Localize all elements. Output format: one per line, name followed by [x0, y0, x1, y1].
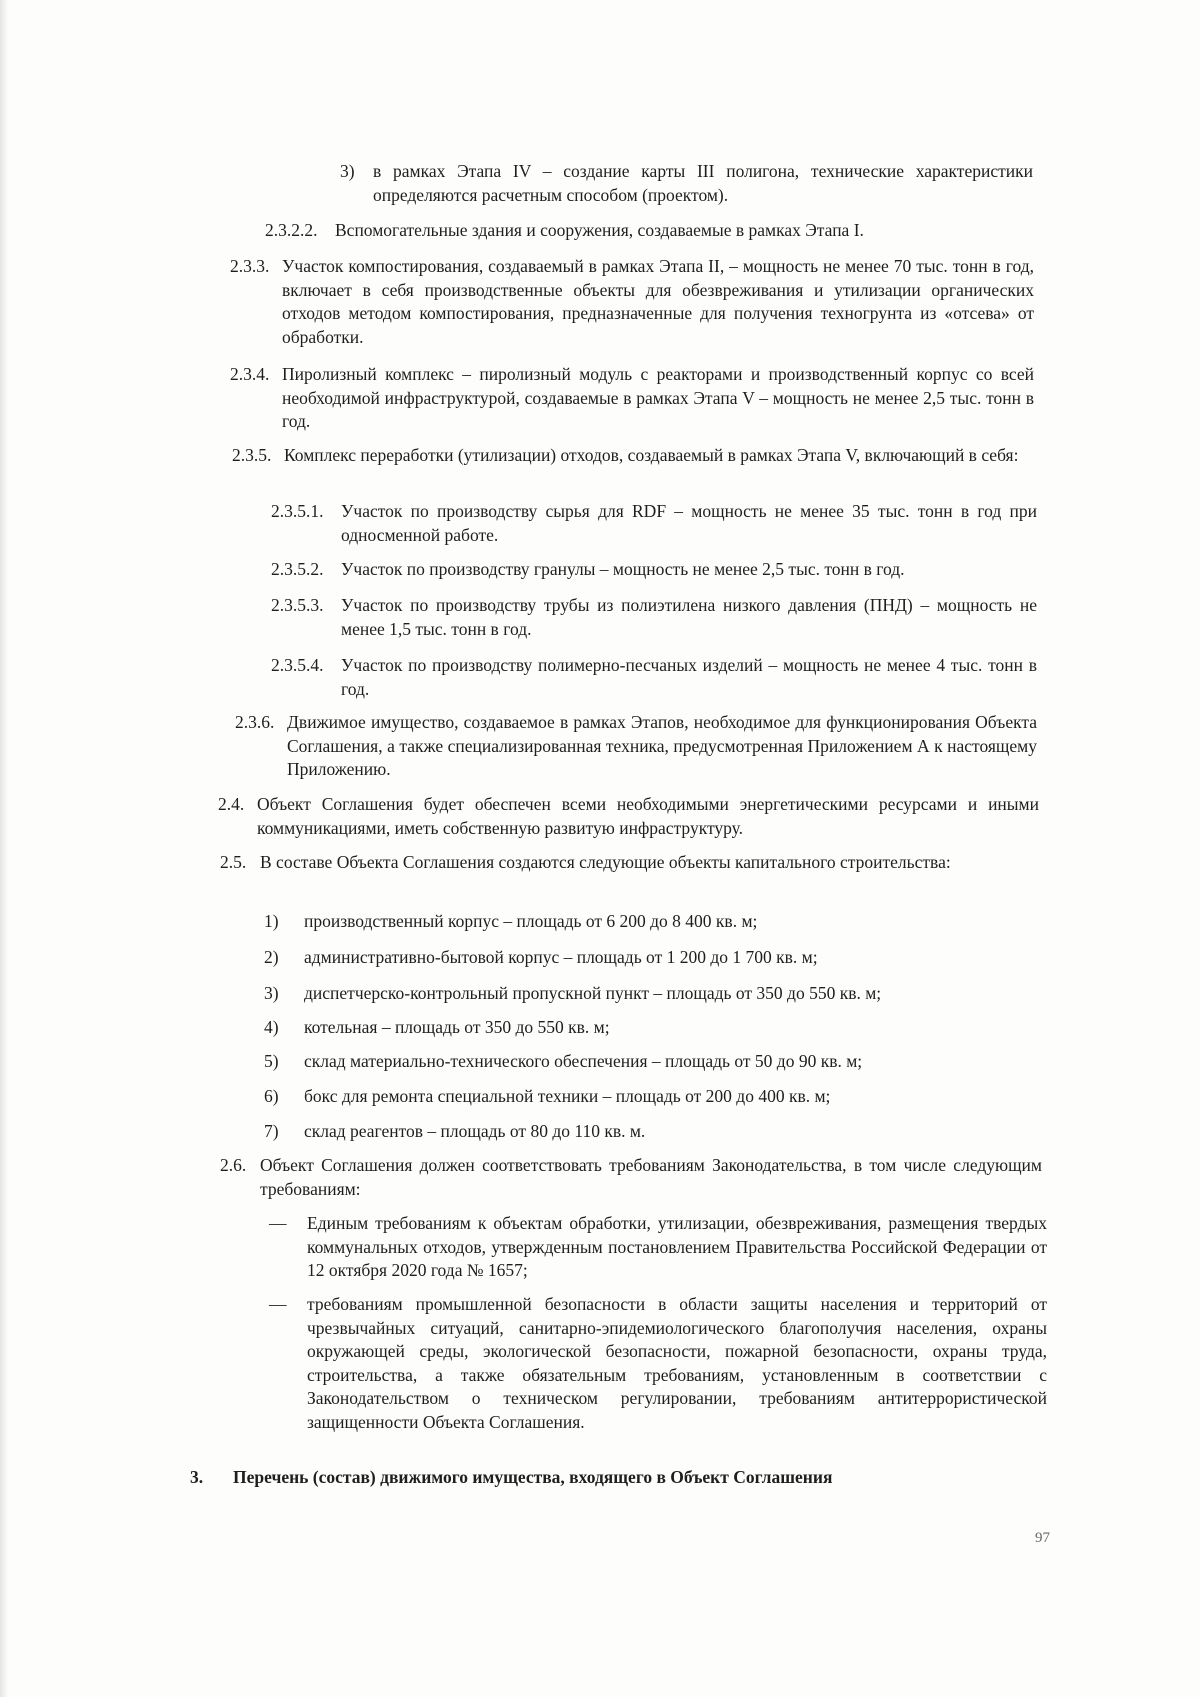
item-text: Объект Соглашения будет обеспечен всеми необходимыми энергетическими ресурсами и иными коммуникациями, иметь собственную развитую инфраструктуру.	[257, 794, 1039, 838]
item-text: диспетчерско-контрольный пропускной пункт – площадь от 350 до 550 кв. м;	[304, 983, 882, 1003]
list-item-6	[264, 1085, 1044, 1109]
requirement-item-1	[269, 1212, 1047, 1283]
item-2-3-3	[230, 255, 1034, 349]
item-number: 4)	[264, 1017, 279, 1037]
item-number: 2.3.4.	[230, 364, 270, 384]
item-number: 2.3.5.4.	[271, 655, 324, 675]
item-text: Пиролизный комплекс – пиролизный модуль с реакторами и производственный корпус со всей необходимой инфраструктурой, создаваемые в рамках Этапа V – мощность не менее 2,5 тыс. тонн в год.	[282, 364, 1034, 431]
dash-marker: —	[269, 1213, 287, 1233]
list-item-2	[264, 946, 1044, 970]
item-number: 2.3.5.2.	[271, 559, 324, 579]
list-item-7	[264, 1120, 1044, 1144]
item-number: 1)	[264, 911, 279, 931]
list-item-1	[264, 910, 1044, 934]
item-2-3-6	[235, 711, 1037, 782]
item-text: склад реагентов – площадь от 80 до 110 кв. м.	[304, 1121, 646, 1141]
item-2-3-5-3	[271, 594, 1037, 641]
item-number: 2.3.2.2.	[265, 220, 318, 240]
dash-marker: —	[269, 1294, 287, 1314]
item-text: в рамках Этапа IV – создание карты III полигона, технические характеристики определяются расчетным способом (проектом).	[373, 161, 1033, 205]
item-text: требованиям промышленной безопасности в области защиты населения и территорий от чрезвычайных ситуаций, санитарно-эпидемиологического благополучия населения, охраны окружающей среды, экологической безопасности, пожарной безопасности, охраны труда, строительства, а также обязательным требованиям, установленным в соответствии с Законодательством о техническом регулировании, требованиям антитеррористической защищенности Объекта Соглашения.	[307, 1294, 1047, 1432]
item-2-5	[220, 851, 1040, 875]
item-number: 2.3.5.1.	[271, 501, 324, 521]
item-text: Участок по производству полимерно-песчаных изделий – мощность не менее 4 тыс. тонн в год.	[341, 655, 1037, 699]
item-text: Участок по производству сырья для RDF – мощность не менее 35 тыс. тонн в год при односменной работе.	[341, 501, 1037, 545]
item-2-3-5-1	[271, 500, 1037, 547]
item-number: 2.3.5.	[232, 445, 272, 465]
item-text: Комплекс переработки (утилизации) отходов, создаваемый в рамках Этапа V, включающий в себя:	[284, 445, 1019, 465]
item-text: Участок компостирования, создаваемый в рамках Этапа II, – мощность не менее 70 тыс. тонн в год, включает в себя производственные объекты для обезвреживания и утилизации органических отходов методом компостирования, предназначенные для получения техногрунта из «отсева» от обработки.	[282, 256, 1034, 347]
section-3-heading	[190, 1466, 1053, 1490]
item-text: бокс для ремонта специальной техники – площадь от 200 до 400 кв. м;	[304, 1086, 831, 1106]
item-2-6	[220, 1154, 1042, 1201]
item-text: Участок по производству гранулы – мощность не менее 2,5 тыс. тонн в год.	[341, 559, 905, 579]
item-text: Участок по производству трубы из полиэтилена низкого давления (ПНД) – мощность не менее 1,5 тыс. тонн в год.	[341, 595, 1037, 639]
section-number: 3.	[190, 1467, 204, 1487]
item-number: 2.3.5.3.	[271, 595, 324, 615]
item-text: Единым требованиям к объектам обработки, утилизации, обезвреживания, размещения твердых коммунальных отходов, утвержденным постановлением Правительства Российской Федерации от 12 октября 2020 года № 1657;	[307, 1213, 1047, 1280]
page-number: 97	[1035, 1530, 1050, 1546]
item-text: Движимое имущество, создаваемое в рамках Этапов, необходимое для функционирования Объекта Соглашения, а также специализированная техника, предусмотренная Приложением А к настоящему Приложению.	[287, 712, 1037, 779]
item-text: производственный корпус – площадь от 6 200 до 8 400 кв. м;	[304, 911, 758, 931]
item-text: склад материально-технического обеспечения – площадь от 50 до 90 кв. м;	[304, 1051, 863, 1071]
item-text: Объект Соглашения должен соответствовать требованиям Законодательства, в том числе следующим требованиям:	[260, 1155, 1042, 1199]
item-number: 2.3.3.	[230, 256, 270, 276]
scan-edge	[0, 0, 8, 1697]
item-2-3-5-4	[271, 654, 1037, 701]
item-text: Вспомогательные здания и сооружения, создаваемые в рамках Этапа I.	[335, 220, 864, 240]
item-number: 3)	[264, 983, 279, 1003]
item-text: административно-бытовой корпус – площадь от 1 200 до 1 700 кв. м;	[304, 947, 818, 967]
item-number: 2.6.	[220, 1155, 247, 1175]
heading-text: Перечень (состав) движимого имущества, входящего в Объект Соглашения	[233, 1467, 833, 1487]
list-item-4	[264, 1016, 1044, 1040]
item-number: 2.5.	[220, 852, 247, 872]
item-number: 7)	[264, 1121, 279, 1141]
item-2-3-5-2	[271, 558, 1037, 582]
item-number: 2)	[264, 947, 279, 967]
item-text: котельная – площадь от 350 до 550 кв. м;	[304, 1017, 610, 1037]
item-3-stage-iv	[340, 160, 1033, 207]
item-2-4	[218, 793, 1039, 840]
list-item-3	[264, 982, 1044, 1006]
item-number: 2.3.6.	[235, 712, 275, 732]
requirement-item-2	[269, 1293, 1047, 1434]
item-number: 2.4.	[218, 794, 245, 814]
item-number: 5)	[264, 1051, 279, 1071]
item-2-3-2-2	[265, 219, 1035, 243]
item-number: 6)	[264, 1086, 279, 1106]
item-2-3-5	[232, 444, 1036, 468]
item-2-3-4	[230, 363, 1034, 434]
item-text: В составе Объекта Соглашения создаются следующие объекты капитального строительства:	[260, 852, 951, 872]
list-item-5	[264, 1050, 1044, 1074]
item-number: 3)	[340, 161, 355, 181]
